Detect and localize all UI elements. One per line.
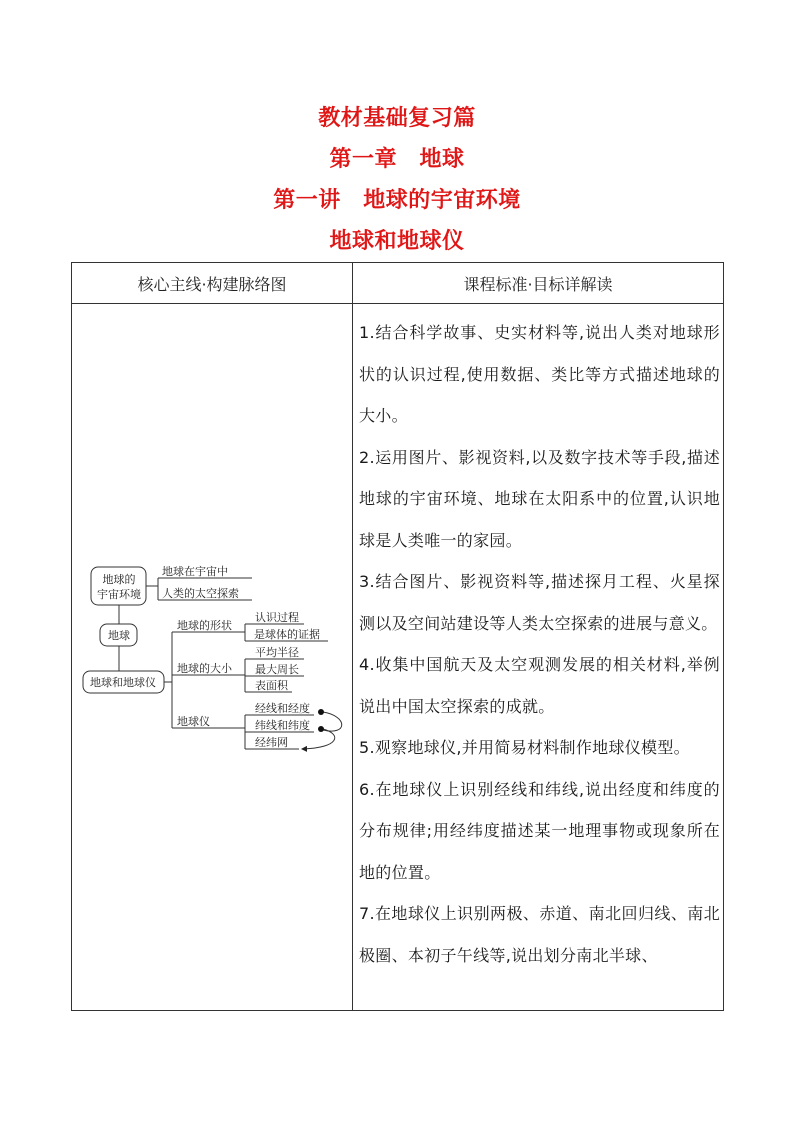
shape-label: 地球的形状 [177,619,232,632]
standards-cell [353,304,724,1011]
lecture-title: 第一讲 地球的宇宙环境 [273,188,521,213]
size-item-1: 平均半径 [255,646,299,659]
title-block [0,98,794,262]
shape-item-2: 是球体的证据 [254,628,320,641]
size-item-3: 表面积 [255,679,288,692]
chapter-title: 第一章 地球 [329,147,465,172]
globe-item-3: 经纬网 [255,736,288,749]
box-earth-label: 地球 [108,629,130,642]
overview-table [71,262,724,1011]
box-env-line2: 宇宙环境 [97,588,141,601]
env-item-2: 人类的太空探索 [162,587,239,600]
standard-item-7: 7.在地球仪上识别两极、赤道、南北回归线、南北极圈、本初子午线等,说出划分南北半球、 [359,904,720,965]
size-item-2: 最大周长 [255,663,299,676]
mindmap-diagram [72,304,353,1013]
box-env-line1: 地球的 [102,573,136,586]
standard-item-1: 1.结合科学故事、史实材料等,说出人类对地球形状的认识过程,使用数据、类比等方式描述地球的大小。 [359,323,720,425]
standard-item-2: 2.运用图片、影视资料,以及数字技术等手段,描述地球的宇宙环境、地球在太阳系中的位置,认识地球是人类唯一的家园。 [359,447,720,550]
env-item-1: 地球在宇宙中 [162,565,228,578]
book-section-title: 教材基础复习篇 [318,106,476,131]
standards-list [353,304,723,976]
topic-title: 地球和地球仪 [329,229,465,254]
right-header: 课程标准·目标详解读 [353,263,724,304]
standard-item-4: 4.收集中国航天及太空观测发展的相关材料,举例说出中国太空探索的成就。 [359,655,720,716]
mindmap-cell [72,304,353,1011]
shape-item-1: 认识过程 [255,611,299,624]
globe-item-2: 纬线和纬度 [255,719,310,732]
standard-item-6: 6.在地球仪上识别经线和纬线,说出经度和纬度的分布规律;用经纬度描述某一地理事物或现象所在地的位置。 [359,779,720,882]
standard-item-3: 3.结合图片、影视资料等,描述探月工程、火星探测以及空间站建设等人类太空探索的进展与意义。 [359,572,720,633]
standard-item-5: 5.观察地球仪,并用简易材料制作地球仪模型。 [359,738,690,757]
globe-label: 地球仪 [177,715,210,728]
globe-item-1: 经线和经度 [255,702,310,715]
box-globe-label: 地球和地球仪 [90,676,156,689]
size-label: 地球的大小 [177,662,232,675]
left-header: 核心主线·构建脉络图 [72,263,353,304]
